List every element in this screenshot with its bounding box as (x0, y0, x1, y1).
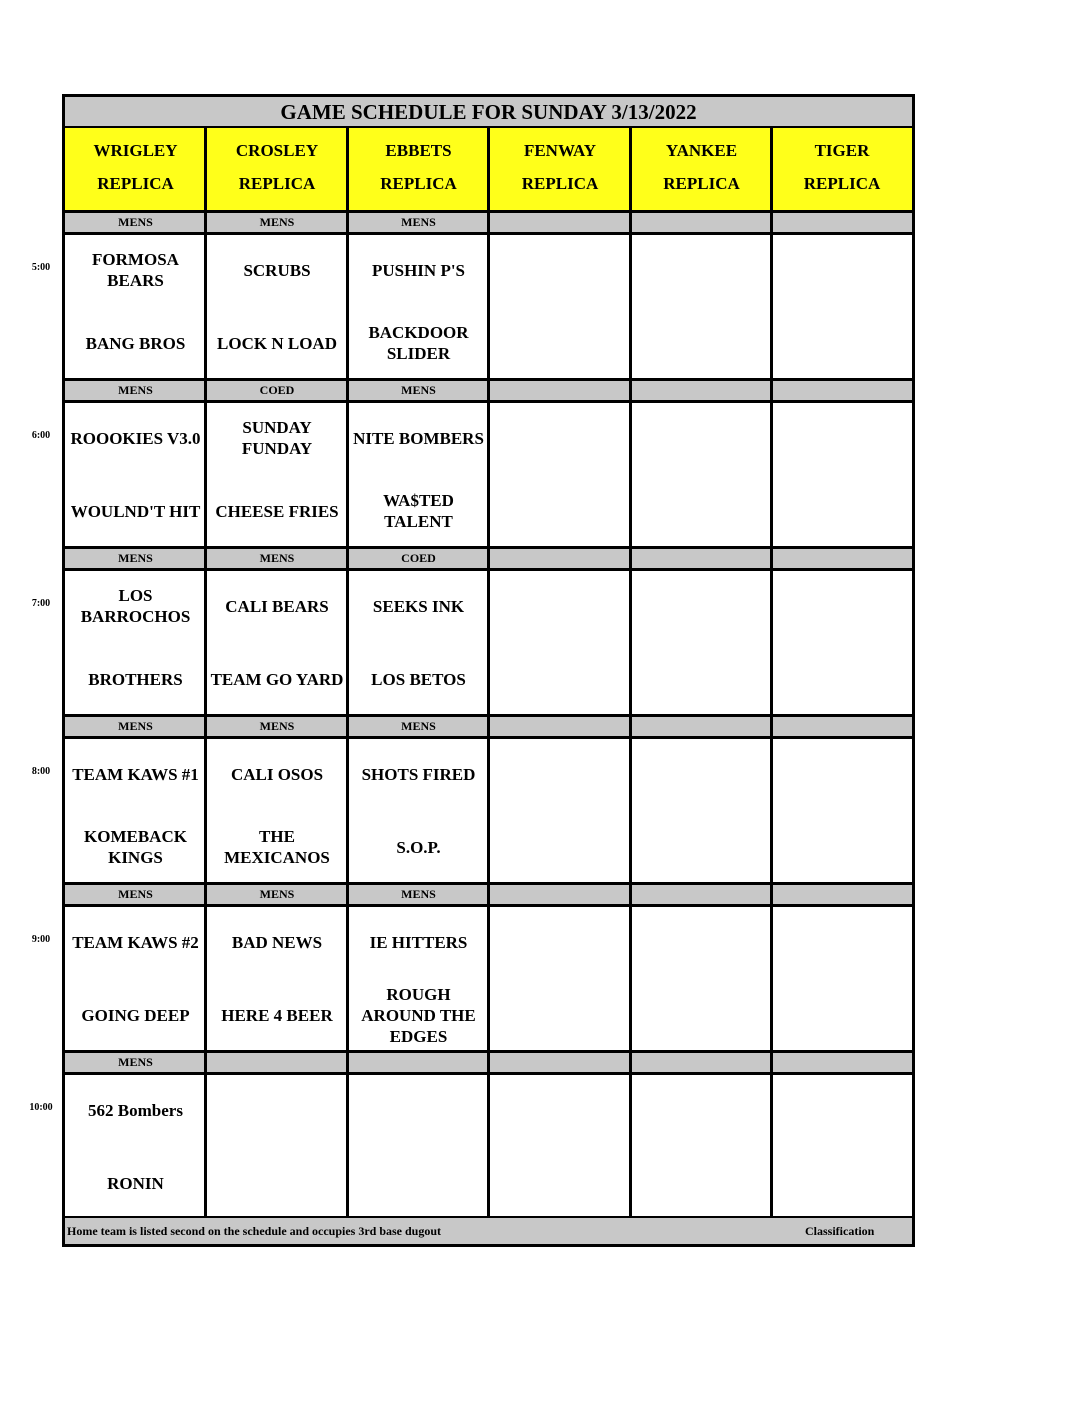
classification-cell: MENS (348, 884, 489, 904)
classification-cell (489, 548, 631, 568)
away-team-cell (489, 907, 631, 977)
home-team-cell: LOS BETOS (371, 669, 466, 689)
schedule-footer (65, 1216, 912, 1244)
schedule-title: GAME SCHEDULE FOR SUNDAY 3/13/2022 (65, 97, 912, 128)
away-team-cell: LOS BARROCHOS (80, 586, 191, 626)
classification-cell (772, 380, 912, 400)
time-label: 10:00 (29, 1102, 53, 1113)
home-team-cell (631, 644, 772, 714)
field-header-fenway (489, 128, 631, 212)
away-team-cell (772, 571, 912, 641)
time-label: 7:00 (31, 598, 51, 609)
away-team-cell: SCRUBS (243, 260, 311, 280)
away-team-cell (772, 235, 912, 305)
column-divider (770, 128, 773, 1216)
classification-label: Classification (805, 1224, 875, 1238)
home-team-cell (489, 308, 631, 378)
classification-cell (631, 716, 772, 736)
home-team-cell (772, 812, 912, 882)
away-team-cell (772, 1075, 912, 1145)
away-team-cell: PUSHIN P'S (371, 260, 466, 280)
field-name: YANKEE (665, 141, 738, 160)
classification-cell (631, 1052, 772, 1072)
classification-cell: MENS (206, 884, 348, 904)
away-team-cell (348, 1075, 489, 1145)
classification-cell: MENS (65, 716, 206, 736)
home-team-cell: TEAM GO YARD (210, 669, 344, 689)
away-team-cell (489, 739, 631, 809)
field-header-crosley (206, 128, 348, 212)
home-team-cell: WA$TED TALENT (383, 491, 454, 531)
home-team-cell: GOING DEEP (81, 1005, 190, 1025)
column-divider (629, 128, 632, 1216)
home-team-cell (489, 1148, 631, 1218)
away-team-cell: IE HITTERS (369, 932, 468, 952)
away-team-cell (489, 403, 631, 473)
classification-cell: MENS (348, 380, 489, 400)
time-label: 8:00 (31, 766, 51, 777)
time-label: 9:00 (31, 934, 51, 945)
home-team-cell (772, 308, 912, 378)
field-name: WRIGLEY (93, 141, 178, 160)
home-team-cell (772, 980, 912, 1050)
home-team-cell (489, 476, 631, 546)
away-team-cell: 562 Bombers (88, 1100, 183, 1120)
away-team-cell (206, 1075, 348, 1145)
away-team-cell: CALI BEARS (225, 596, 329, 616)
classification-cell: MENS (206, 548, 348, 568)
away-team-cell (772, 403, 912, 473)
home-team-cell: WOULND'T HIT (70, 501, 201, 521)
away-team-cell: NITE BOMBERS (353, 428, 484, 448)
classification-cell: MENS (65, 380, 206, 400)
home-team-cell (631, 308, 772, 378)
away-team-cell (489, 235, 631, 305)
away-team-cell (631, 571, 772, 641)
field-type: REPLICA (663, 174, 740, 193)
home-team-cell (772, 476, 912, 546)
field-type: REPLICA (97, 174, 174, 193)
classification-cell (631, 548, 772, 568)
home-team-cell: THE MEXICANOS (224, 827, 330, 867)
classification-cell: MENS (65, 884, 206, 904)
away-team-cell (489, 571, 631, 641)
home-team-cell (206, 1148, 348, 1218)
home-team-note: Home team is listed second on the schedule and occupies 3rd base dugout (67, 1224, 442, 1238)
classification-cell (489, 380, 631, 400)
away-team-cell (631, 403, 772, 473)
classification-cell (489, 716, 631, 736)
time-label: 5:00 (31, 262, 51, 273)
classification-cell (772, 1052, 912, 1072)
away-team-cell: CALI OSOS (230, 764, 324, 784)
away-team-cell (772, 907, 912, 977)
home-team-cell (631, 476, 772, 546)
away-team-cell (489, 1075, 631, 1145)
home-team-cell (348, 1148, 489, 1218)
field-name: TIGER (814, 141, 870, 160)
classification-cell (631, 212, 772, 232)
field-header-tiger (772, 128, 912, 212)
home-team-cell (489, 980, 631, 1050)
classification-cell (772, 212, 912, 232)
schedule-table (62, 94, 915, 1247)
home-team-cell: HERE 4 BEER (221, 1005, 333, 1025)
classification-cell (489, 1052, 631, 1072)
classification-cell (631, 884, 772, 904)
classification-cell (772, 716, 912, 736)
field-header-wrigley (65, 128, 206, 212)
classification-cell: MENS (65, 212, 206, 232)
classification-cell: MENS (65, 548, 206, 568)
away-team-cell (631, 907, 772, 977)
away-team-cell (631, 1075, 772, 1145)
column-divider (204, 128, 207, 1216)
classification-cell: COED (206, 380, 348, 400)
classification-cell: MENS (206, 212, 348, 232)
field-name: FENWAY (523, 141, 597, 160)
classification-cell: MENS (206, 716, 348, 736)
home-team-cell: LOCK N LOAD (217, 333, 337, 353)
home-team-cell: RONIN (107, 1173, 164, 1193)
classification-cell: COED (348, 548, 489, 568)
home-team-cell: ROUGH AROUND THE EDGES (361, 984, 476, 1046)
classification-cell (772, 884, 912, 904)
away-team-cell: TEAM KAWS #2 (72, 932, 199, 952)
away-team-cell: ROOOKIES V3.0 (70, 428, 201, 448)
field-type: REPLICA (380, 174, 457, 193)
field-type: REPLICA (803, 174, 881, 193)
home-team-cell: CHEESE FRIES (215, 501, 339, 521)
field-type: REPLICA (238, 174, 316, 193)
home-team-cell (489, 812, 631, 882)
away-team-cell (631, 235, 772, 305)
field-name: CROSLEY (235, 141, 319, 160)
column-divider (487, 128, 490, 1216)
classification-cell (772, 548, 912, 568)
home-team-cell (772, 644, 912, 714)
field-type: REPLICA (521, 174, 599, 193)
away-team-cell: FORMOSA BEARS (92, 250, 179, 290)
home-team-cell: BROTHERS (88, 669, 183, 689)
field-header-ebbets (348, 128, 489, 212)
classification-cell (489, 212, 631, 232)
classification-cell: MENS (348, 716, 489, 736)
home-team-cell: KOMEBACK KINGS (84, 827, 187, 867)
time-label: 6:00 (31, 430, 51, 441)
column-divider (346, 128, 349, 1216)
away-team-cell: SUNDAY FUNDAY (241, 418, 313, 458)
field-name: EBBETS (385, 141, 452, 160)
classification-cell: MENS (65, 1052, 206, 1072)
home-team-cell (631, 812, 772, 882)
home-team-cell (772, 1148, 912, 1218)
classification-cell (348, 1052, 489, 1072)
home-team-cell: S.O.P. (396, 837, 441, 857)
home-team-cell (631, 1148, 772, 1218)
home-team-cell (489, 644, 631, 714)
field-header-yankee (631, 128, 772, 212)
classification-cell (631, 380, 772, 400)
classification-cell (489, 884, 631, 904)
home-team-cell: BANG BROS (85, 333, 186, 353)
home-team-cell: BACKDOOR SLIDER (368, 323, 469, 363)
classification-cell (206, 1052, 348, 1072)
away-team-cell: BAD NEWS (231, 932, 323, 952)
away-team-cell: TEAM KAWS #1 (72, 764, 199, 784)
away-team-cell (772, 739, 912, 809)
classification-cell: MENS (348, 212, 489, 232)
away-team-cell: SHOTS FIRED (361, 764, 476, 784)
home-team-cell (631, 980, 772, 1050)
away-team-cell: SEEKS INK (372, 596, 465, 616)
away-team-cell (631, 739, 772, 809)
